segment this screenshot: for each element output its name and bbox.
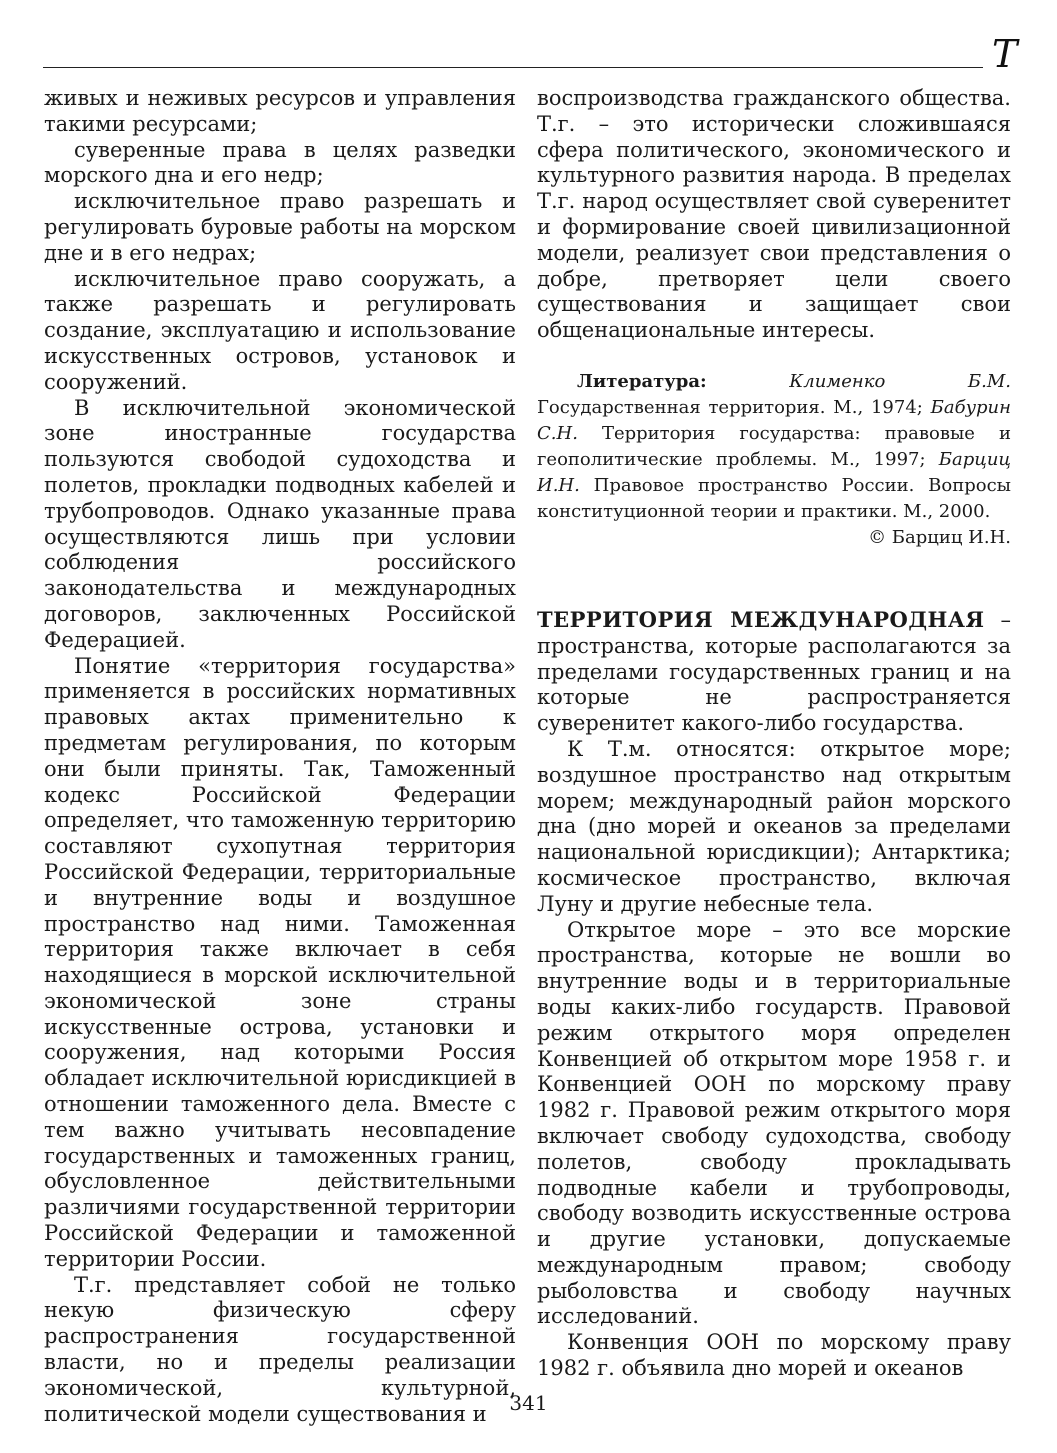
literature-list — [537, 369, 1011, 525]
literature-label: Литература: — [577, 370, 707, 392]
dictionary-entry — [537, 607, 1011, 737]
paragraph: исключительное право сооружать, а также разрешать и регулировать создание, эксплуатацию и использование искусственных островов, установок и сооружений. — [44, 266, 516, 394]
paragraph: Конвенция ООН по морскому праву 1982 г. объявила дно морей и океанов — [537, 1330, 1011, 1381]
literature-work: Государственная территория. М., 1974; — [537, 396, 931, 418]
paragraph: воспроизводства гражданского общества. Т.г. – это исторически сложившаяся сфера политического, экономического и культурного развития народа. В пределах Т.г. народ осуществляет свой суверенитет и формирование своей цивилизационной модели, реализует свои представления о добре, претворяет цели своего существования и защищает свои общенациональные интересы. — [537, 86, 1011, 343]
literature-work: Территория государства: правовые и геополитические проблемы. М., 1997; — [537, 422, 1011, 470]
paragraph: В исключительной экономической зоне иностранные государства пользуются свободой судоходства и полетов, прокладки подводных кабелей и трубопроводов. Однако указанные права осуществляются лишь при условии соблюдения российского законодательства и международных договоров, заключенных Российской Федерацией. — [44, 395, 516, 652]
right-column — [537, 86, 1011, 1382]
paragraph: исключительное право разрешать и регулировать буровые работы на морском дне и в его недрах; — [44, 189, 516, 265]
paragraph: Открытое море – это все морские пространства, которые не вошли во внутренние воды и в территориальные воды каких-либо государств. Правовой режим открытого моря определен Конвенцией об открытом море 1958 г. и Конвенцией ООН по морскому праву 1982 г. Правовой режим открытого моря включает свободу судоходства, свободу полетов, свободу прокладывать подводные кабели и трубопроводы, свободу возводить искусственные острова и другие установки, допускаемые международным правом; свободу рыболовства и свободу научных исследований. — [537, 917, 1011, 1329]
header-rule — [43, 67, 983, 68]
literature-author: Бабурин С.Н. — [537, 396, 1011, 444]
entry-term: ТЕРРИТОРИЯ МЕЖДУНАРОДНАЯ — [537, 606, 985, 632]
literature-author: Клименко Б.М. — [789, 370, 1011, 392]
literature-work: Правовое пространство России. Вопросы конституционной теории и практики. М., 2000. — [537, 474, 1011, 522]
copyright-author: © Барциц И.Н. — [868, 526, 1011, 548]
section-letter: T — [992, 32, 1018, 76]
paragraph: К Т.м. относятся: открытое море; воздушное пространство над открытым морем; международный район морского дна (дно морей и океанов за пределами национальной юрисдикции); Антарктика; космическое пространство, включая Луну и другие небесные тела. — [537, 736, 1011, 916]
left-column — [44, 86, 516, 1427]
literature-author: Барциц И.Н. — [537, 448, 1011, 496]
paragraph: Т.г. представляет собой не только некую физическую сферу распространения государственной власти, но и пределы реализации экономической, культурной, политической модели существования и — [44, 1272, 516, 1426]
page-number: 341 — [509, 1391, 548, 1415]
paragraph: живых и неживых ресурсов и управления такими ресурсами; — [44, 86, 516, 136]
entry-definition: – пространства, которые располагаются за пределами государственных границ и на которые не распространяется суверенитет какого-либо государства. — [537, 607, 1011, 736]
paragraph: суверенные права в целях разведки морского дна и его недр; — [44, 137, 516, 188]
paragraph: Понятие «территория государства» применяется в российских нормативных правовых актах применительно к предметам регулирования, по которым они были приняты. Так, Таможенный кодекс Российской Федерации определяет, что таможенную территорию составляют сухопутная территория Российской Федерации, территориальные и внутренние воды и воздушное пространство над ними. Таможенная территория также включает в себя находящиеся в морской исключительной экономической зоне страны искусственные острова, установки и сооружения, над которыми Россия обладает исключительной юрисдикцией в отношении таможенного дела. Вместе с тем важно учитывать несовпадение государственных и таможенных границ, обусловленное действительными различиями государственной территории Российской Федерации и таможенной территории России. — [44, 653, 516, 1271]
